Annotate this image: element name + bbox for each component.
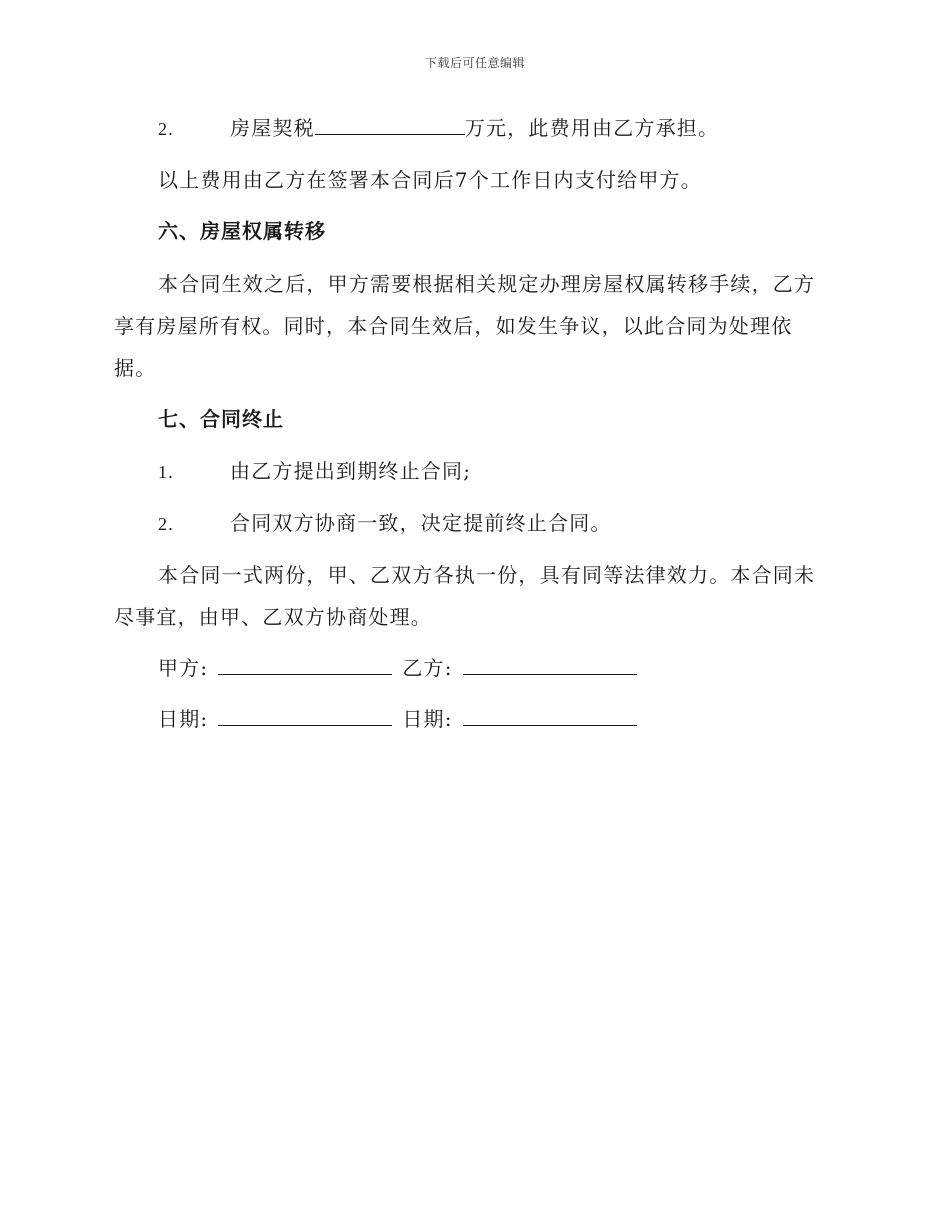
party-b-label: 乙方: <box>402 656 453 680</box>
section-6-paragraph-line-2: 享有房屋所有权。同时，本合同生效后，如发生争议，以此合同为处理依 <box>114 314 793 338</box>
item-number: 2. <box>158 514 174 534</box>
section-6-paragraph-line-1: 本合同生效之后，甲方需要根据相关规定办理房屋权属转移手续，乙方 <box>158 272 816 296</box>
date-row <box>158 705 637 733</box>
signature-row <box>158 654 637 682</box>
date-a-blank[interactable] <box>218 707 392 726</box>
section-7-item-2 <box>158 509 612 538</box>
item-number: 2. <box>158 119 174 139</box>
date-b-blank[interactable] <box>463 707 637 726</box>
item-number: 1. <box>158 462 174 482</box>
date-a-label: 日期: <box>158 707 209 731</box>
item-text: 合同双方协商一致，决定提前终止合同。 <box>230 511 612 535</box>
closing-line-1: 本合同一式两份，甲、乙双方各执一份，具有同等法律效力。本合同未 <box>158 563 816 587</box>
payment-note: 以上费用由乙方在签署本合同后7个工作日内支付给甲方。 <box>158 168 702 192</box>
section-6-title: 六、房屋权属转移 <box>158 219 326 243</box>
section-7-item-1 <box>158 457 471 486</box>
item-text: 由乙方提出到期终止合同; <box>230 459 472 483</box>
section-7-title: 七、合同终止 <box>158 407 284 431</box>
section-6-paragraph-line-3: 据。 <box>114 356 157 380</box>
party-a-label: 甲方: <box>158 656 209 680</box>
tax-item-suffix: 万元，此费用由乙方承担。 <box>464 116 720 140</box>
tax-item-prefix: 房屋契税 <box>230 116 315 140</box>
party-a-signature-blank[interactable] <box>218 656 392 675</box>
tax-amount-blank[interactable] <box>315 116 465 135</box>
page-header: 下载后可任意编辑 <box>424 56 525 70</box>
date-b-label: 日期: <box>402 707 453 731</box>
tax-item <box>158 114 719 143</box>
closing-line-2: 尽事宜，由甲、乙双方协商处理。 <box>114 605 432 629</box>
party-b-signature-blank[interactable] <box>463 656 637 675</box>
